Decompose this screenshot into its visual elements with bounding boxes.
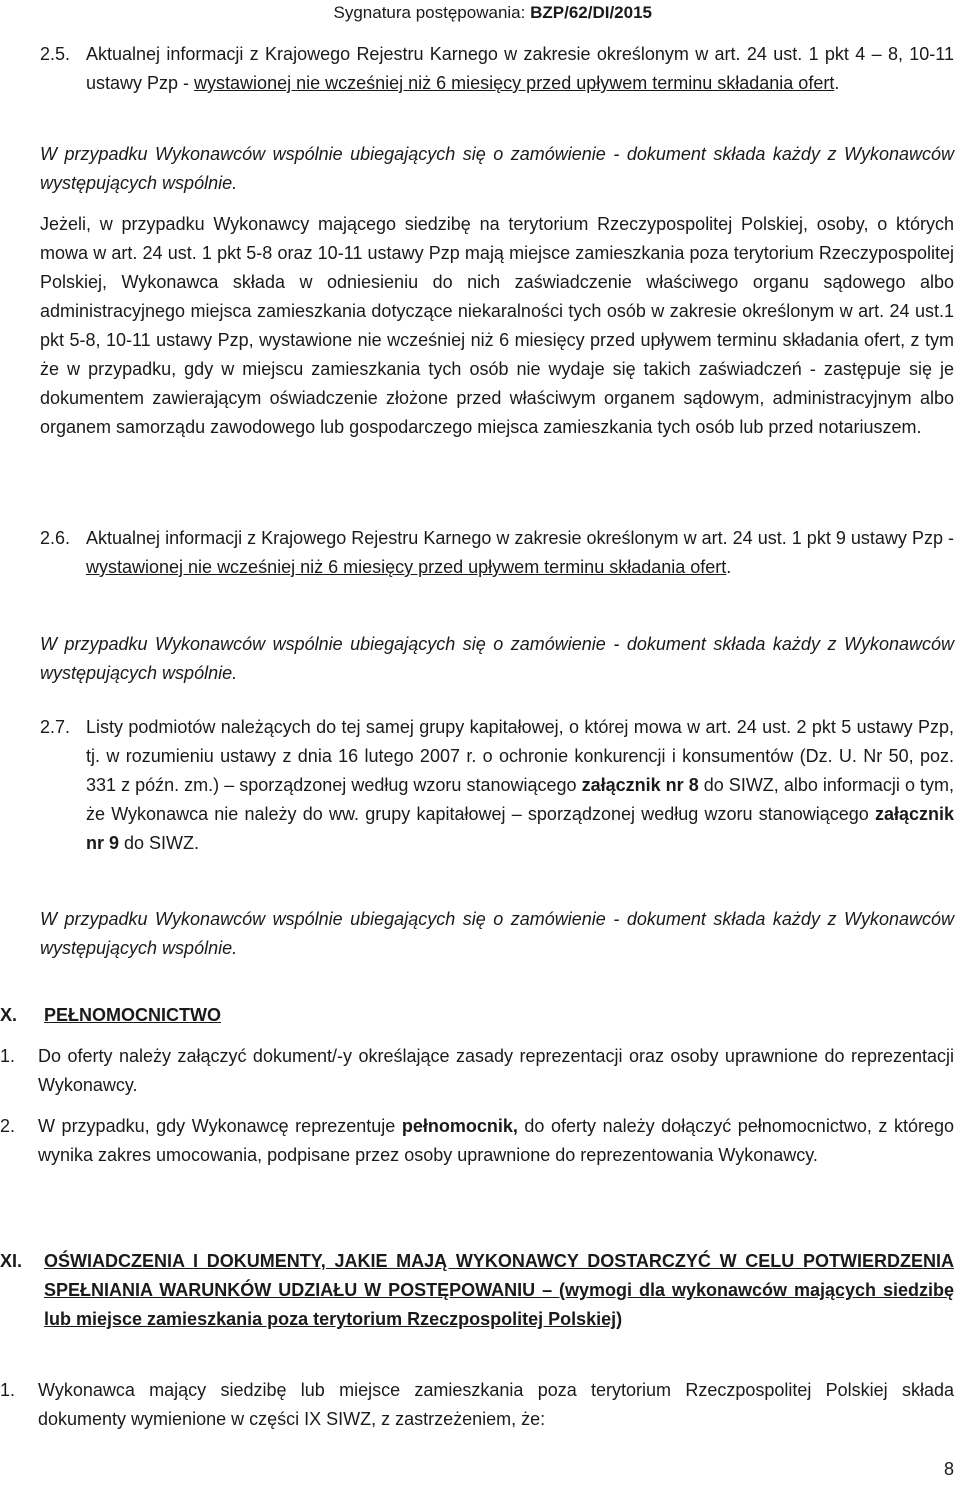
- section-title: PEŁNOMOCNICTWO: [44, 1005, 221, 1025]
- proxy-term: pełnomocnik,: [401, 1116, 518, 1136]
- section-x: [0, 1001, 954, 1030]
- joint-note-2: [40, 630, 954, 688]
- section-number: XI.: [0, 1251, 23, 1271]
- item-text-part: do SIWZ.: [119, 833, 200, 853]
- item-text: [86, 40, 954, 98]
- item-2-5: [40, 40, 954, 98]
- item-text-underlined: wystawionej nie wcześniej niż 6 miesięcy przed upływem terminu składania ofert: [194, 73, 835, 93]
- section-x-item-1: [0, 1042, 954, 1100]
- foreign-note-text: Jeżeli, w przypadku Wykonawcy mającego siedzibę na terytorium Rzeczypospolitej Polskiej, osoby, o których mowa w art. 24 ust. 1 pkt 5-8 oraz 10-11 ustawy Pzp mają miejsce zamieszkania poza terytorium Rzeczypospolitej Polskiej, Wykonawca składa w odniesieniu do nich zaświadczenie właściwego organu sądowego albo administracyjnego miejsca zamieszkania dotyczące niekaralności tych osób w zakresie określonym w art. 24 ust.1 pkt 5-8, 10-11 ustawy Pzp, wystawione nie wcześniej niż 6 miesięcy przed upływem terminu składania ofert, z tym że w przypadku, gdy w miejscu zamieszkania tych osób nie wydaje się takich zaświadczeń - zastępuje się je dokumentem zawierającym oświadczenie złożone przed właściwym organem sądowym, administracyjnym albo organem samorządu zawodowego lub gospodarczego miejsca zamieszkania tych osób lub przed notariuszem.: [40, 214, 954, 437]
- item-2-6: [40, 524, 954, 582]
- item-text-part: .: [726, 557, 732, 577]
- section-xi: [0, 1247, 954, 1334]
- foreign-residence-note: [40, 210, 954, 442]
- joint-note-text: W przypadku Wykonawców wspólnie ubiegających się o zamówienie - dokument składa każdy z Wykonawców występujących wspólnie.: [40, 909, 954, 958]
- item-number: 2.: [0, 1116, 16, 1136]
- item-text-part: Aktualnej informacji z Krajowego Rejestru Karnego w zakresie określonym w art. 24 ust. 1 pkt 4 – 8, 10-11 ustawy Pzp -: [86, 44, 954, 93]
- item-text: Do oferty należy załączyć dokument/-y określające zasady reprezentacji oraz osoby uprawnione do reprezentacji Wykonawcy.: [38, 1046, 954, 1095]
- signature-value: BZP/62/DI/2015: [530, 3, 652, 22]
- page-number: 8: [943, 1459, 954, 1479]
- joint-note-text: W przypadku Wykonawców wspólnie ubiegających się o zamówienie - dokument składa każdy z Wykonawców występujących wspólnie.: [40, 634, 954, 683]
- item-text-part: Aktualnej informacji z Krajowego Rejestru Karnego w zakresie określonym w art. 24 ust. 1 pkt 9 ustawy Pzp -: [86, 528, 954, 548]
- annex-9-ref: załącznik nr 9: [86, 804, 954, 853]
- annex-8-ref: załącznik nr 8: [581, 775, 699, 795]
- joint-note-text: W przypadku Wykonawców wspólnie ubiegających się o zamówienie - dokument składa każdy z Wykonawców występujących wspólnie.: [40, 144, 954, 193]
- item-number: 1.: [0, 1380, 16, 1400]
- item-number: 2.5.: [40, 44, 71, 64]
- section-number: X.: [0, 1005, 18, 1025]
- joint-note-3: [40, 905, 954, 963]
- item-text: [38, 1112, 954, 1170]
- item-number: 2.6.: [40, 528, 71, 548]
- signature-label: Sygnatura postępowania:: [333, 3, 526, 22]
- item-text-part: do SIWZ, albo informacji o tym, że Wykonawca nie należy do ww. grupy kapitałowej – sporządzonej według wzoru stanowiącego: [86, 775, 954, 824]
- section-title: OŚWIADCZENIA I DOKUMENTY, JAKIE MAJĄ WYKONAWCY DOSTARCZYĆ W CELU POTWIERDZENIA SPEŁNIANIA WARUNKÓW UDZIAŁU W POSTĘPOWANIU – (wymogi dla wykonawców mających siedzibę lub miejsce zamieszkania poza terytorium Rzeczpospolitej Polskiej): [44, 1251, 954, 1329]
- item-text: [86, 524, 954, 582]
- item-2-7: [40, 713, 954, 858]
- item-number: 2.7.: [40, 717, 71, 737]
- section-xi-item-1: [0, 1376, 954, 1434]
- item-text-underlined: wystawionej nie wcześniej niż 6 miesięcy przed upływem terminu składania ofert: [86, 557, 727, 577]
- item-text-part: Listy podmiotów należących do tej samej grupy kapitałowej, o której mowa w art. 24 ust. 2 pkt 5 ustawy Pzp, tj. w rozumieniu ustawy z dnia 16 lutego 2007 r. o ochronie konkurencji i konsumentów (Dz. U. Nr 50, poz. 331 z późn. zm.) – sporządzonej według wzoru stanowiącego: [86, 717, 954, 795]
- document-header: [0, 0, 652, 24]
- item-text: Wykonawca mający siedzibę lub miejsce zamieszkania poza terytorium Rzeczpospolitej Polskiej składa dokumenty wymienione w części IX SIWZ, z zastrzeżeniem, że:: [38, 1380, 954, 1429]
- item-text-part: W przypadku, gdy Wykonawcę reprezentuje: [38, 1116, 402, 1136]
- joint-note-1: [40, 140, 954, 198]
- item-text: [86, 713, 954, 858]
- item-text-part: do oferty należy dołączyć pełnomocnictwo, z którego wynika zakres umocowania, podpisane przez osoby uprawnione do reprezentowania Wykonawcy.: [38, 1116, 954, 1165]
- section-x-item-2: [0, 1112, 954, 1170]
- item-text-part: .: [834, 73, 840, 93]
- item-number: 1.: [0, 1046, 16, 1066]
